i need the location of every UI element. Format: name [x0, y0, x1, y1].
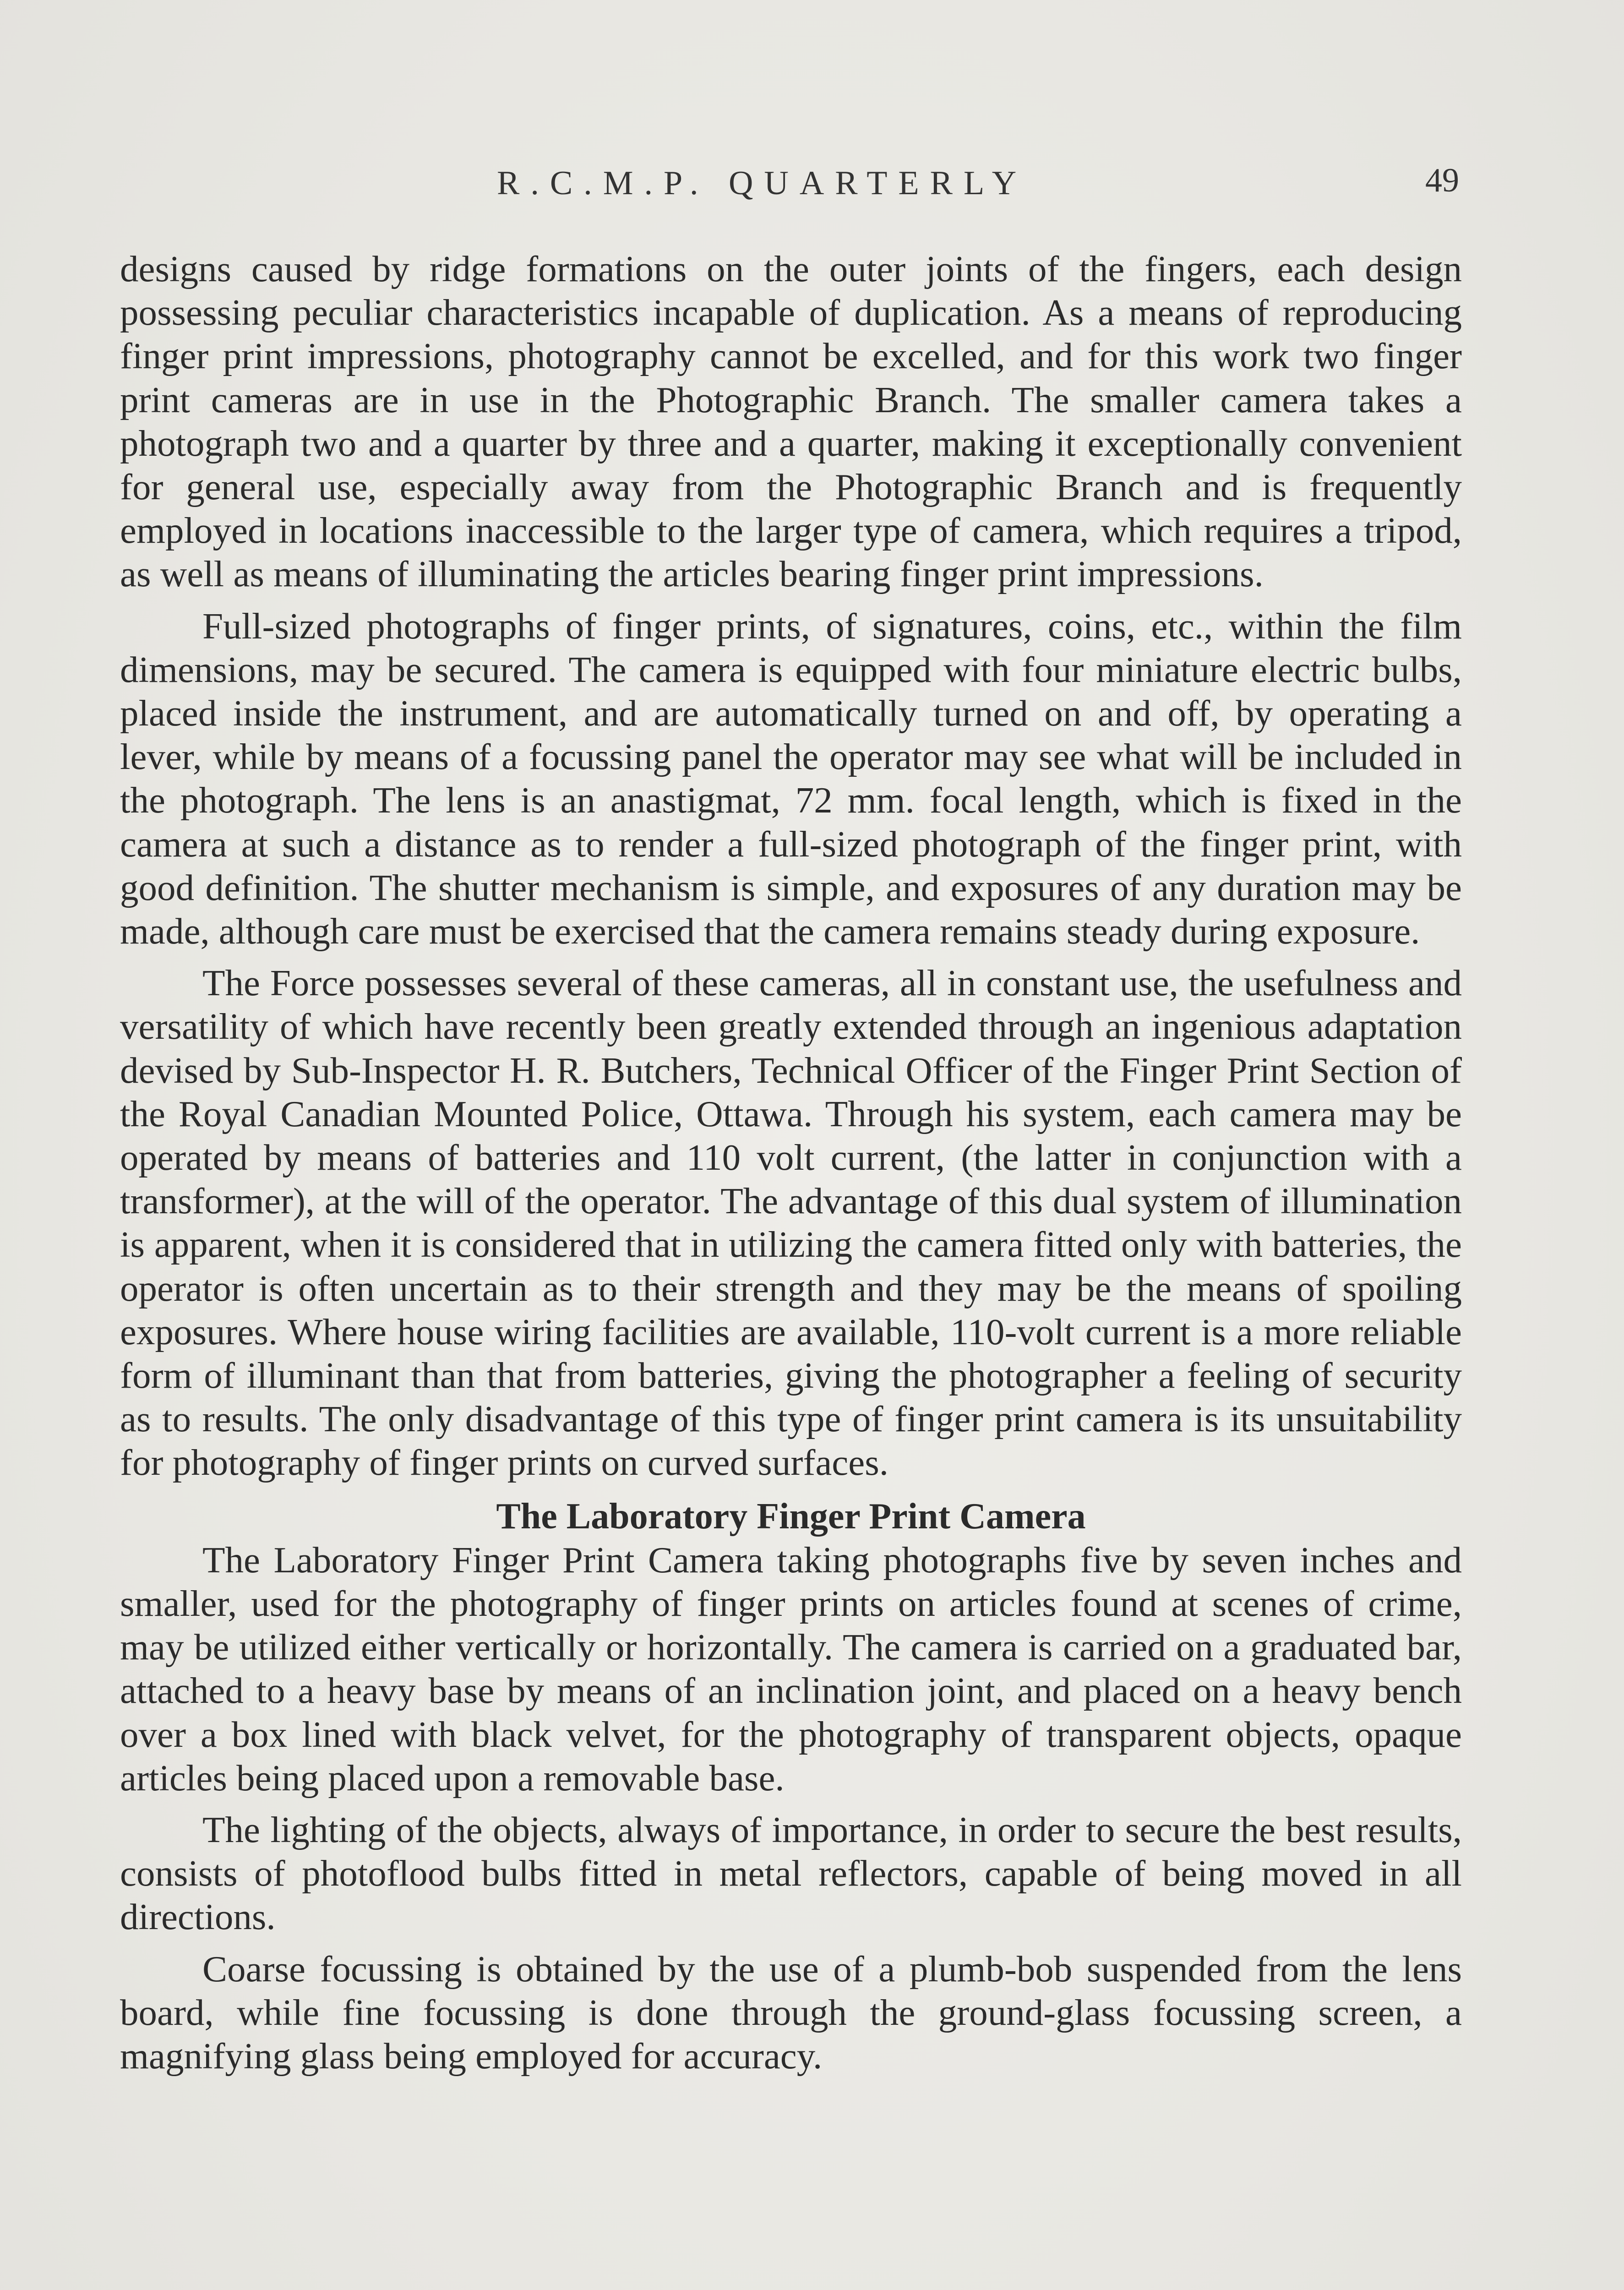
paragraph-1: designs caused by ridge formations on the outer joints of the fingers, each design possessing peculiar characteristics incapable of duplication. As a means of reproducing finger print impressions, photography cannot be excelled, and for this work two finger print cameras are in use in the Photographic Branch. The smaller camera takes a photograph two and a quarter by three and a quarter, making it exceptionally convenient for general use, especially away from the Photographic Branch and is frequently employed in locations inaccessible to the larger type of camera, which requires a tripod, as well as means of illuminating the articles bearing finger print impressions.: [120, 248, 1462, 595]
paragraph-2: Full-sized photographs of finger prints, of signatures, coins, etc., within the film dimensions, may be secured. The camera is equipped with four miniature electric bulbs, placed inside the instrument, and are automatically turned on and off, by operating a lever, while by means of a focussing panel the operator may see what will be included in the photograph. The lens is an anastigmat, 72 mm. focal length, which is fixed in the camera at such a distance as to render a full-sized photograph of the finger print, with good definition. The shutter mechanism is simple, and exposures of any duration may be made, although care must be exercised that the camera remains steady during exposure.: [120, 605, 1462, 952]
paragraph-3: The Force possesses several of these cameras, all in constant use, the usefulness and versatility of which have recently been greatly extended through an ingenious adaptation devised by Sub-Inspector H. R. Butchers, Technical Officer of the Finger Print Section of the Royal Canadian Mounted Police, Ottawa. Through his system, each camera may be operated by means of batteries and 110 volt current, (the latter in conjunction with a transformer), at the will of the operator. The advantage of this dual system of illumination is apparent, when it is considered that in utilizing the camera fitted only with batteries, the operator is often uncertain as to their strength and they may be the means of spoiling exposures. Where house wiring facilities are available, 110-volt current is a more reliable form of illuminant than that from batteries, giving the photographer a feeling of security as to results. The only disadvantage of this type of finger print camera is its unsuitability for photography of finger prints on curved surfaces.: [120, 962, 1462, 1483]
paragraph-6: Coarse focussing is obtained by the use of a plumb-bob suspended from the lens board, while fine focussing is done through the ground-glass focussing screen, a magnifying glass being employed for accuracy.: [120, 1948, 1462, 2077]
section-heading: The Laboratory Finger Print Camera: [496, 1496, 1086, 1537]
running-title: R.C.M.P. QUARTERLY: [497, 164, 1028, 202]
running-header: [0, 164, 1624, 214]
article-body: [120, 247, 1462, 2078]
page-number: 49: [1425, 162, 1459, 199]
paragraph-5: The lighting of the objects, always of importance, in order to secure the best results, consists of photoflood bulbs fitted in metal reflectors, capable of being moved in all directions.: [120, 1809, 1462, 1938]
paragraph-4: The Laboratory Finger Print Camera taking photographs five by seven inches and smaller, used for the photography of finger prints on articles found at scenes of crime, may be utilized either vertically or horizontally. The camera is carried on a graduated bar, attached to a heavy base by means of an inclination joint, and placed on a heavy bench over a box lined with black velvet, for the photography of transparent objects, opaque articles being placed upon a removable base.: [120, 1539, 1462, 1799]
